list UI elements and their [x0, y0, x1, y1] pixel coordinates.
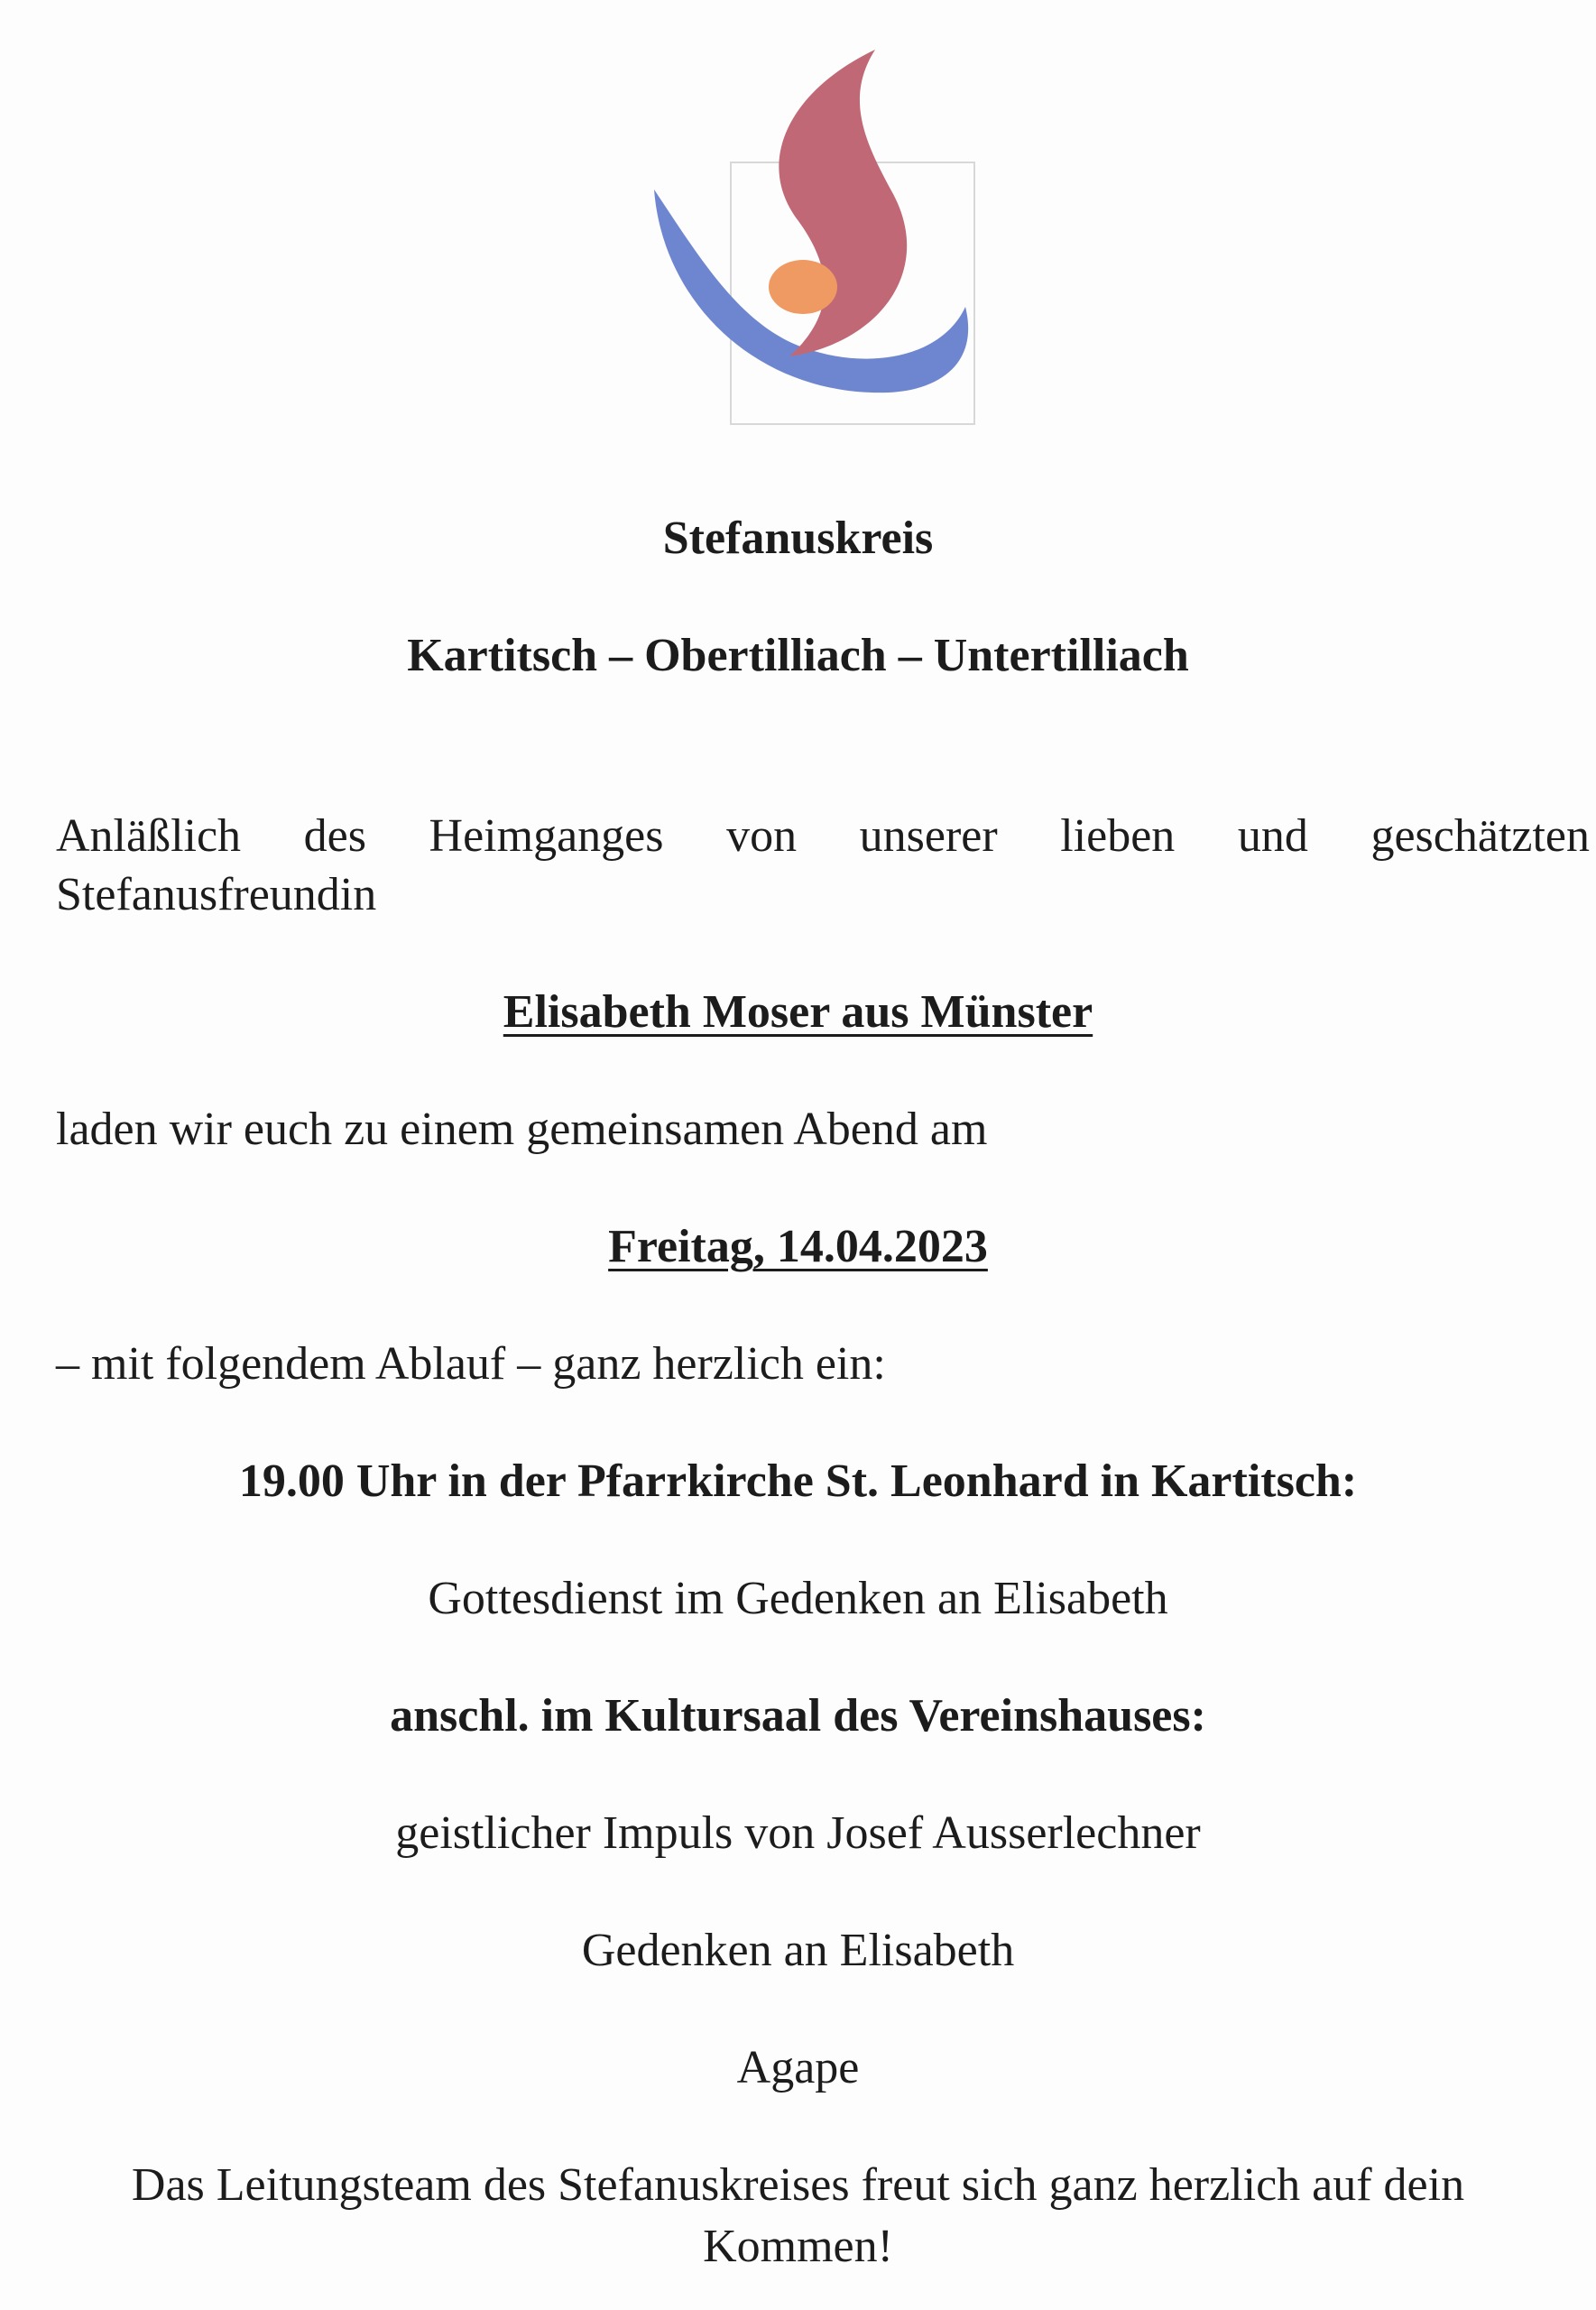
intro-word: unserer	[859, 810, 998, 862]
closing-line-1: Das Leitungsteam des Stefanuskreises freut sich ganz herzlich auf dein	[131, 2159, 1465, 2211]
parishes-heading: Kartitsch – Obertilliach – Untertilliach	[407, 630, 1189, 681]
org-name-heading: Stefanuskreis	[662, 513, 934, 564]
intro-word: von	[726, 810, 798, 862]
intro-word: und	[1237, 810, 1308, 862]
church-heading: 19.00 Uhr in der Pfarrkirche St. Leonhard in Kartitsch:	[238, 1455, 1358, 1507]
closing-line-2: Kommen!	[703, 2221, 893, 2272]
program-item: Agape	[736, 2042, 860, 2093]
deceased-name: Elisabeth Moser aus Münster	[503, 986, 1093, 1038]
intro-line-2: Stefanusfreundin	[56, 869, 377, 920]
intro-word: geschätzten	[1370, 810, 1590, 862]
program-item: Gedenken an Elisabeth	[581, 1925, 1015, 1976]
intro-word: Anläßlich	[56, 810, 242, 862]
intro-word: lieben	[1060, 810, 1176, 862]
stefanuskreis-logo	[645, 45, 988, 442]
schedule-intro: – mit folgendem Ablauf – ganz herzlich ein:	[56, 1338, 886, 1390]
hall-heading: anschl. im Kultursaal des Vereinshauses:	[390, 1690, 1206, 1742]
invitation-text: laden wir euch zu einem gemeinsamen Abend am	[56, 1104, 988, 1155]
event-date: Freitag, 14.04.2023	[608, 1221, 988, 1272]
logo-dot-shape	[769, 260, 837, 314]
intro-line-1	[56, 808, 1590, 865]
mass-text: Gottesdienst im Gedenken an Elisabeth	[428, 1573, 1168, 1624]
intro-word: des	[303, 810, 366, 862]
program-item: geistlicher Impuls von Josef Ausserlechner	[395, 1807, 1201, 1859]
intro-word: Heimganges	[429, 810, 664, 862]
